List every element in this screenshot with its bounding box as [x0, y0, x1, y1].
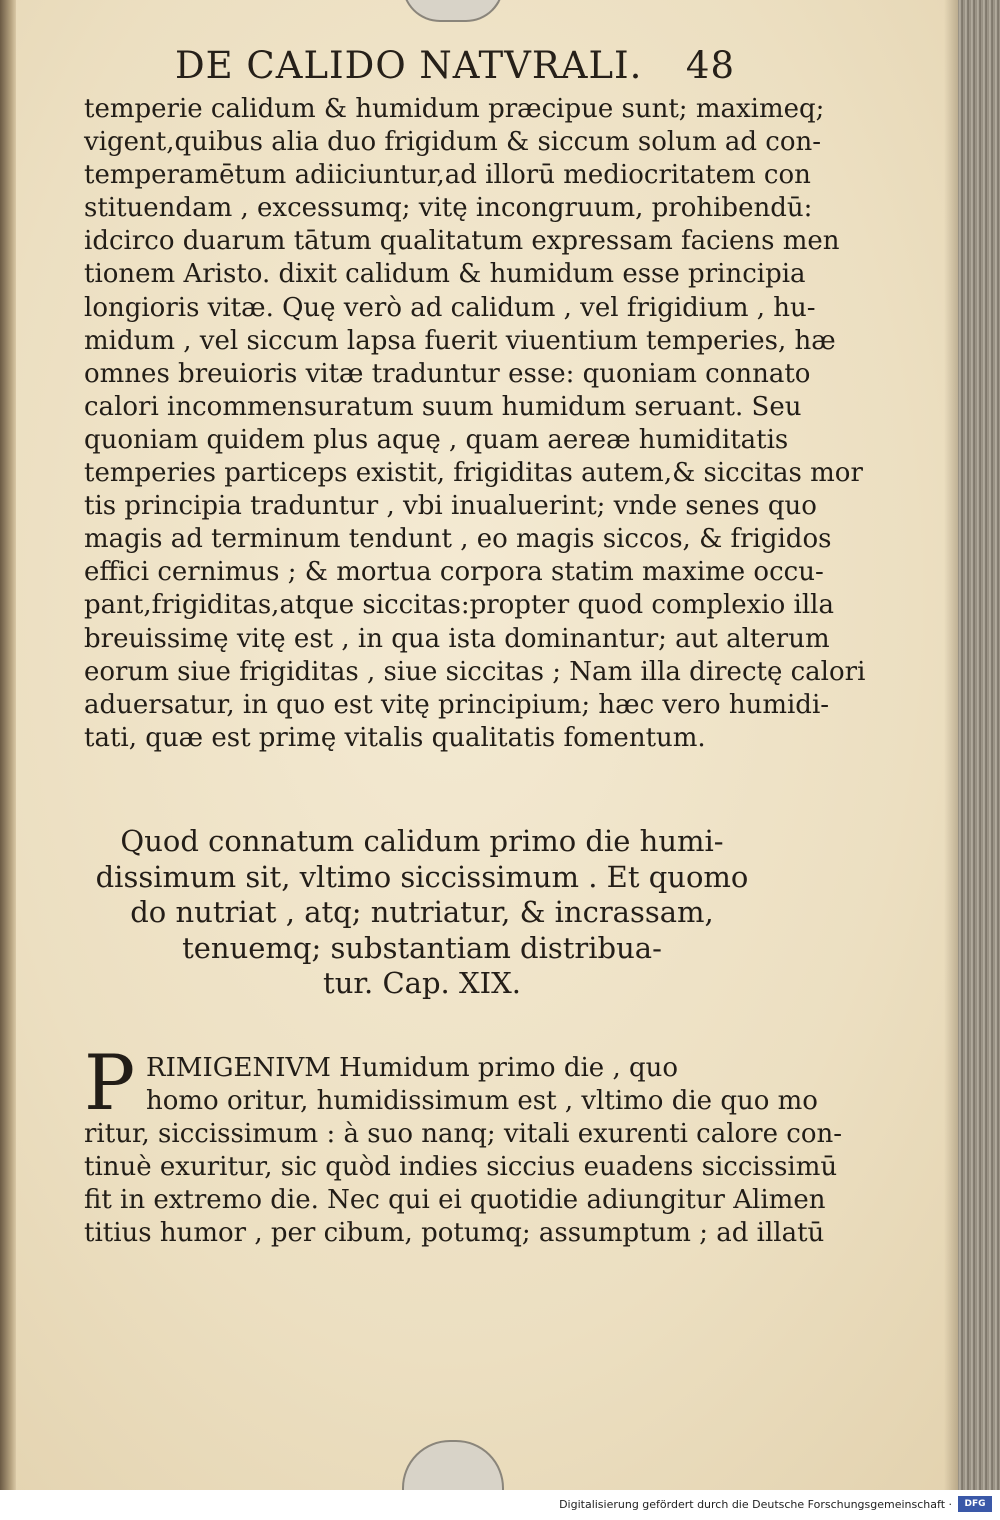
text-line: omnes breuioris vitæ traduntur esse: quoniam connato	[84, 358, 811, 389]
chapter-paragraph	[84, 1052, 842, 1251]
text-line: eorum siue frigiditas , siue siccitas ; Nam illa directę calori	[84, 656, 866, 687]
heading-line: do nutriat , atq; nutriatur, & incrassam,	[130, 895, 714, 930]
heading-line: dissimum sit, vltimo siccissimum . Et quomo	[95, 859, 749, 894]
text-line: ritur, siccissimum : à suo nanq; vitali exurenti calore con-	[84, 1119, 842, 1150]
book-clamp-top	[402, 0, 504, 22]
text-line: temperie calidum & humidum præcipue sunt; maximeq;	[84, 94, 825, 124]
text-line: temperies particeps existit, frigiditas autem,& siccitas mor	[84, 458, 863, 489]
footer-bar	[0, 1490, 1000, 1520]
text-line: fit in extremo die. Nec qui ei quotidie adiungitur Alimen	[84, 1185, 826, 1216]
binding-gutter	[0, 0, 16, 1490]
drop-cap-initial: P	[84, 1038, 136, 1127]
heading-line: Quod connatum calidum primo die humi-	[120, 824, 724, 858]
text-line: midum , vel siccum lapsa fuerit viuentium temperies, hæ	[84, 325, 836, 356]
page-edge-shadow	[944, 0, 958, 1490]
funding-credit: Digitalisierung gefördert durch die Deutsche Forschungsgemeinschaft ·	[559, 1498, 952, 1511]
dfg-logo: DFG	[958, 1496, 992, 1512]
text-line: temperamētum adiiciuntur,ad illorū mediocritatem con	[84, 160, 811, 191]
text-line: magis ad terminum tendunt , eo magis siccos, & frigidos	[84, 524, 832, 555]
text-line: calori incommensuratum suum humidum seruant. Seu	[84, 391, 802, 422]
text-line: stituendam , excessumq; vitę incongruum, prohibendū:	[84, 193, 813, 224]
text-line: effici cernimus ; & mortua corpora statim maxime occu-	[84, 557, 824, 588]
text-line: breuissimę vitę est , in qua ista dominantur; aut alterum	[84, 623, 830, 654]
text-line: vigent,quibus alia duo frigidum & siccum solum ad con-	[84, 127, 822, 158]
text-line: tati, quæ est primę vitalis qualitatis fomentum.	[84, 722, 706, 753]
page-number: 48	[685, 44, 735, 87]
text-line: longioris vitæ. Quę verò ad calidum , vel frigidium , hu-	[84, 292, 816, 323]
heading-line: tenuemq; substantiam distribua-	[182, 930, 662, 965]
text-line: RIMIGENIVM Humidum primo die , quo	[146, 1053, 679, 1083]
running-header	[175, 44, 735, 90]
text-line: quoniam quidem plus aquę , quam aereæ humiditatis	[84, 424, 789, 455]
text-line: aduersatur, in quo est vitę principium; hæc vero humidi-	[84, 689, 830, 720]
text-line: pant,frigiditas,atque siccitas:propter quod complexio illa	[84, 590, 834, 621]
text-line: tis principia traduntur , vbi inualuerint; vnde senes quo	[84, 491, 817, 522]
text-line: tionem Aristo. dixit calidum & humidum esse principia	[84, 259, 806, 290]
text-line: idcirco duarum tātum qualitatum expressam faciens men	[84, 226, 840, 257]
text-line: homo oritur, humidissimum est , vltimo die quo mo	[146, 1086, 818, 1117]
page-edges	[958, 0, 1000, 1490]
text-line: tinuè exuritur, sic quòd indies siccius euadens siccissimū	[84, 1152, 838, 1183]
chapter-heading	[84, 824, 760, 1002]
running-title: DE CALIDO NATVRALI.	[175, 44, 643, 87]
paragraph-continued	[84, 93, 866, 755]
text-line: titius humor , per cibum, potumq; assumptum ; ad illatū	[84, 1218, 825, 1249]
heading-line: tur. Cap. XIX.	[323, 966, 521, 1001]
